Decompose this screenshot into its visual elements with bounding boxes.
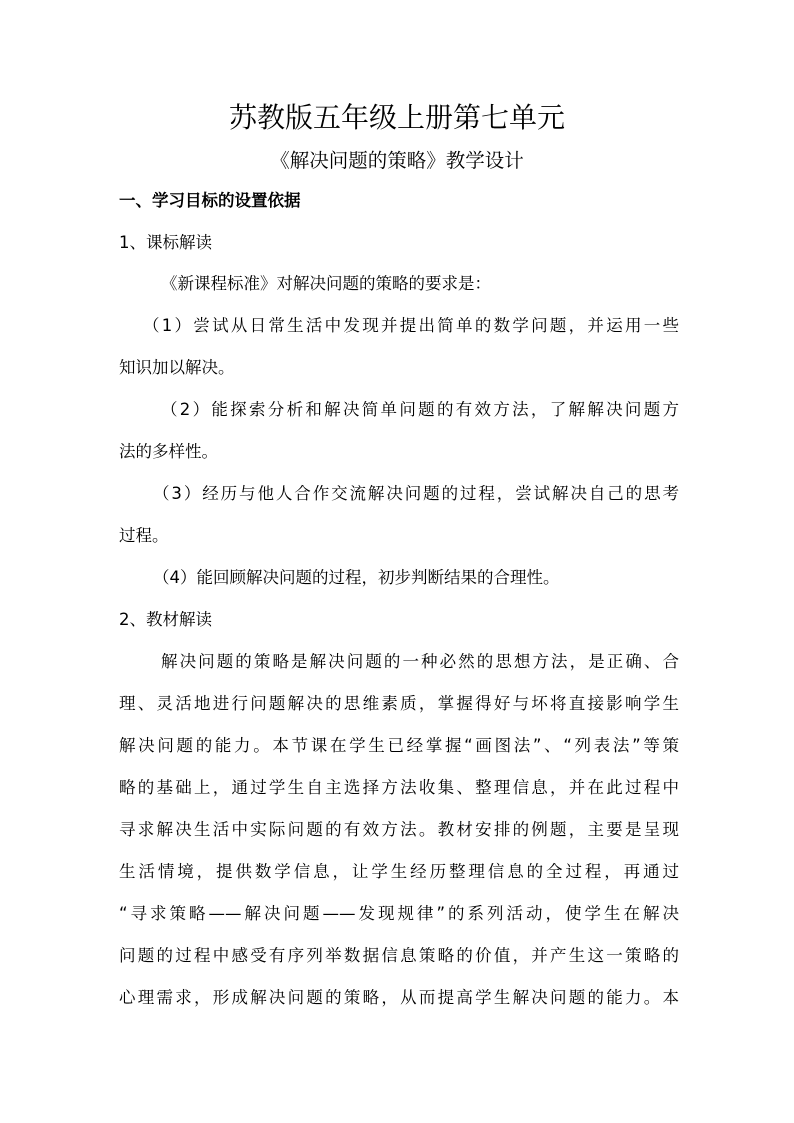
requirement-2-line-1: （2）能探索分析和解决简单问题的有效方法，了解解决问题方 [161,400,679,419]
paragraph-line: 理、灵活地进行问题解决的思维素质，掌握得好与坏将直接影响学生 [119,694,679,713]
subsection-heading: 2、教材解读 [119,610,212,629]
paragraph-line: 生活情境，提供数学信息，让学生经历整理信息的全过程，再通过 [119,862,679,881]
paragraph-line: 心理需求，形成解决问题的策略，从而提高学生解决问题的能力。本 [119,988,679,1007]
paragraph-line: 解决问题的能力。本节课在学生已经掌握“画图法”、“列表法”等策 [119,736,679,755]
paragraph-line: 寻求解决生活中实际问题的有效方法。教材安排的例题，主要是呈现 [119,820,679,839]
requirement-1-line-2: 知识加以解决。 [119,358,235,377]
curriculum-intro: 《新课程标准》对解决问题的策略的要求是： [161,274,491,293]
requirement-2-line-2: 法的多样性。 [119,442,218,461]
requirement-3-line-2: 过程。 [119,526,169,545]
document-title: 苏教版五年级上册第七单元 [228,101,565,134]
requirement-1-line-1: （1）尝试从日常生活中发现并提出简单的数学问题，并运用一些 [143,316,679,335]
document-subtitle: 《解决问题的策略》教学设计 [270,149,524,172]
requirement-4-line-1: （4）能回顾解决问题的过程，初步判断结果的合理性。 [153,568,560,587]
section-heading: 一、学习目标的设置依据 [119,191,301,210]
subsection-heading: 1、课标解读 [119,233,212,252]
paragraph-line: 解决问题的策略是解决问题的一种必然的思想方法，是正确、合 [161,652,679,671]
requirement-3-line-1: （3）经历与他人合作交流解决问题的过程，尝试解决自己的思考 [153,484,679,503]
paragraph-line: 问题的过程中感受有序列举数据信息策略的价值，并产生这一策略的 [119,946,679,965]
paragraph-line: “寻求策略——解决问题——发现规律”的系列活动，使学生在解决 [119,904,679,923]
paragraph-line: 略的基础上，通过学生自主选择方法收集、整理信息，并在此过程中 [119,778,679,797]
